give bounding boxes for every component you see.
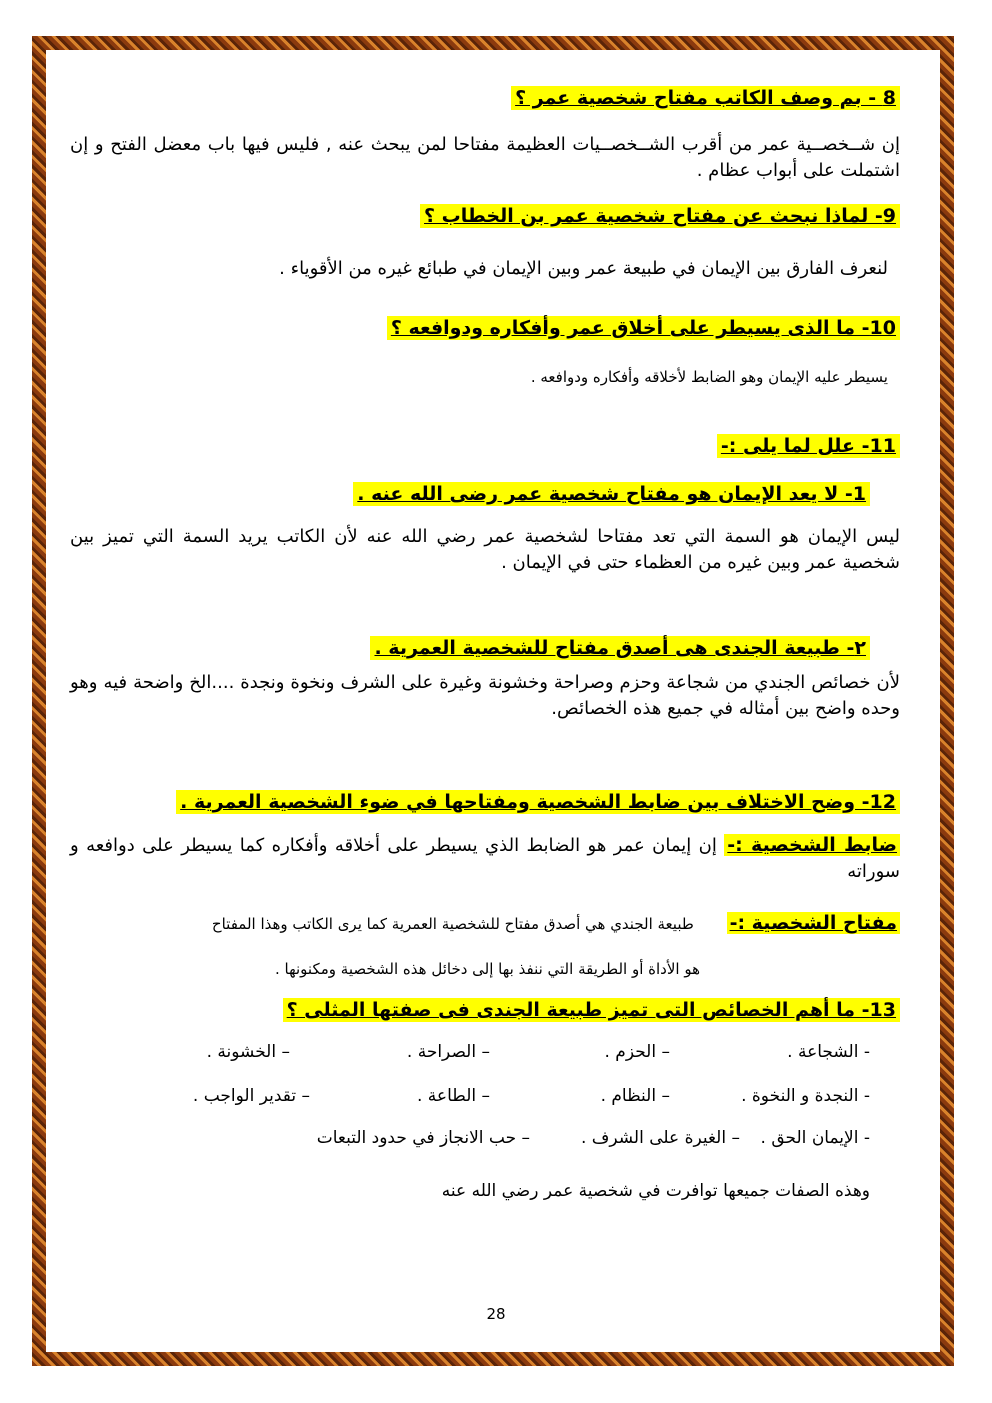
traits-closing-note: وهذه الصفات جميعها توافرت في شخصية عمر رضي الله عنه (441, 1181, 870, 1201)
trait-item: – تقدير الواجب . (192, 1086, 310, 1106)
question-11-sub2-answer: لأن خصائص الجندي من شجاعة وحزم وصراحة وخشونة وغيرة على الشرف ونخوة ونجدة ....الخ واضحة فيه وهو وحده واضح بين أمثاله في جميع هذه الخصائص. (70, 672, 900, 719)
trait-item: – الطاعة . (417, 1086, 490, 1106)
question-11-title: 11- علل لما يلى :- (717, 434, 900, 458)
question-12-item1-text: إن إيمان عمر هو الضابط الذي يسيطر على أخلاقه وأفكاره كما يسيطر على دوافعه و سوراته (70, 835, 900, 882)
question-11-sub1-answer: ليس الإيمان هو السمة التي تعد مفتاحا لشخصية عمر رضي الله عنه لأن الكاتب يريد السمة التي تميز بين شخصية عمر وبين غيره من العظماء حتى في الإيمان . (70, 526, 900, 573)
trait-item: - الإيمان الحق . (760, 1128, 870, 1148)
trait-item: – النظام . (600, 1086, 670, 1106)
question-12-item2-text-continued: هو الأداة أو الطريقة التي ننفذ بها إلى دخائل هذه الشخصية ومكنونها . (274, 960, 700, 978)
question-12-item1 (70, 832, 900, 885)
trait-item: – الصراحة . (406, 1042, 490, 1062)
question-11-sub2-title: ٢- طبيعة الجندى هى أصدق مفتاح للشخصية العمرية . (370, 636, 870, 660)
trait-item: – حب الانجاز في حدود التبعات (316, 1128, 530, 1148)
question-12-item2-label: مفتاح الشخصية :- (727, 912, 900, 934)
traits-row-3 (150, 1128, 870, 1156)
question-8-answer: إن شــخصــية عمر من أقرب الشــخصــيات العظيمة مفتاحا لمن يبحث عنه , فليس فيها باب معضل الفتح و إن اشتملت على أبواب عظام . (70, 134, 900, 181)
question-11-sub1-title: 1- لا يعد الإيمان هو مفتاح شخصية عمر رضى الله عنه . (353, 482, 870, 506)
traits-row-2 (150, 1086, 870, 1114)
question-12-item2-text: طبيعة الجندي هي أصدق مفتاح للشخصية العمرية كما يرى الكاتب وهذا المفتاح (211, 915, 694, 933)
question-10-title: 10- ما الذى يسيطر على أخلاق عمر وأفكاره ودوافعه ؟ (387, 316, 900, 340)
question-12-item1-label: ضابط الشخصية :- (724, 834, 900, 856)
question-12-title: 12- وضح الاختلاف بين ضابط الشخصية ومفتاحها في ضوء الشخصية العمرية . (176, 790, 900, 814)
page-number: 28 (486, 1305, 506, 1323)
question-13-title: 13- ما أهم الخصائص التى تميز طبيعة الجندى فى صفتها المثلى ؟ (283, 998, 900, 1022)
trait-item: - الشجاعة . (787, 1042, 870, 1062)
question-10-answer: يسيطر عليه الإيمان وهو الضابط لأخلاقه وأفكاره ودوافعه . (530, 368, 888, 386)
trait-item: - النجدة و النخوة . (741, 1086, 870, 1106)
traits-row-1 (150, 1042, 870, 1070)
trait-item: – الغيرة على الشرف . (580, 1128, 740, 1148)
question-9-answer: لنعرف الفارق بين الإيمان في طبيعة عمر وبين الإيمان في طبائع غيره من الأقوياء . (279, 258, 888, 279)
question-8-title: 8 - بم وصف الكاتب مفتاح شخصية عمر ؟ (511, 86, 900, 110)
trait-item: – الحزم . (604, 1042, 670, 1062)
question-12-item2 (70, 910, 900, 937)
question-9-title: 9- لماذا نبحث عن مفتاح شخصية عمر بن الخطاب ؟ (420, 204, 900, 228)
trait-item: – الخشونة . (206, 1042, 290, 1062)
